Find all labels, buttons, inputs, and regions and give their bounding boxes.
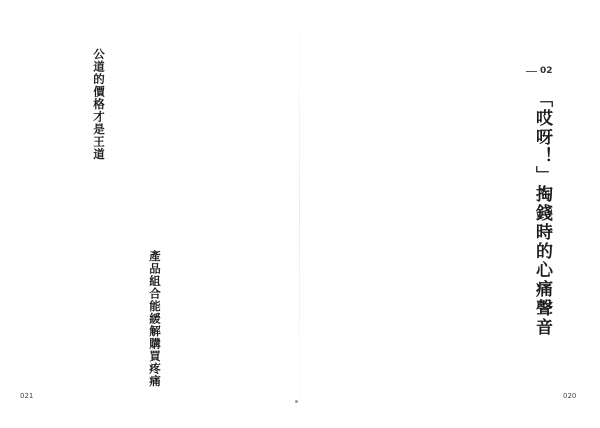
- book-gutter: [299, 0, 300, 428]
- chapter-title: 「哎呀！」掏錢時的心痛聲音: [532, 90, 552, 337]
- subheading-product-bundle: 產品組合能緩解購買疼痛: [148, 250, 162, 388]
- right-page: [300, 0, 600, 428]
- subheading-fair-price: 公道的價格才是王道: [92, 48, 106, 161]
- gutter-dot: [295, 400, 298, 403]
- page-number-right: 020: [563, 392, 577, 400]
- section-number: 02: [540, 66, 553, 76]
- page-number-left: 021: [20, 392, 34, 400]
